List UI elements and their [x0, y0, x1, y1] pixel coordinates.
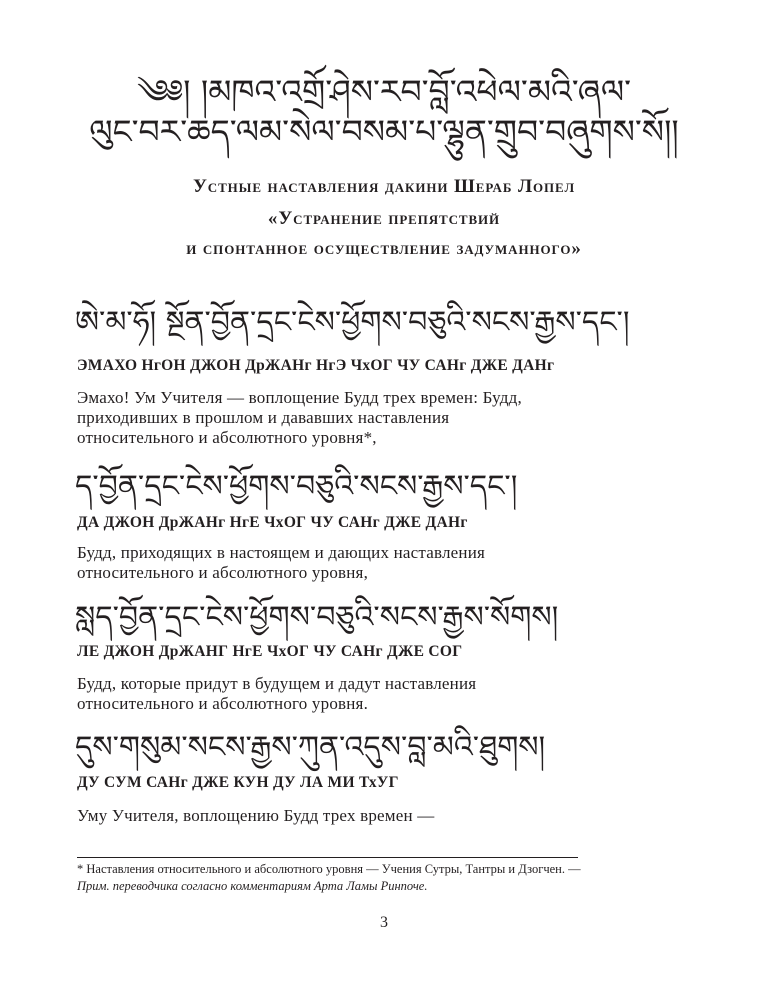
verse-2-translation-line: Будд, приходящих в настоящем и дающих наставления	[77, 543, 486, 562]
tibetan-title-line-1: ༄༅། །མཁའ་འགྲོ་ཤེས་རབ་བློ་འཕེལ་མའི་ཞལ་	[136, 72, 632, 111]
verse-2-translation	[77, 543, 637, 583]
verse-1-translation-line: Эмахо! Ум Учителя — воплощение Будд трех времен: Будд,	[77, 388, 522, 407]
russian-title-line-1: Устные наставления дакини Шераб Лопел	[192, 176, 576, 197]
verse-1-translation-line: относительного и абсолютного уровня*,	[77, 428, 377, 447]
verse-1-translation	[77, 388, 637, 448]
verse-3-translation-line: относительного и абсолютного уровня.	[77, 694, 369, 713]
footnote-line-2: Прим. переводчика согласно комментариям Арта Ламы Ринпоче.	[77, 879, 428, 893]
verse-1-transliteration: ЭМАХО НгОН ДЖОН ДрЖАНг НгЭ ЧхОГ ЧУ САНг ДЖЕ ДАНг	[77, 357, 555, 374]
verse-3-transliteration: ЛЕ ДЖОН ДрЖАНГ НгЕ ЧхОГ ЧУ САНг ДЖЕ СОГ	[77, 643, 463, 660]
verse-2-tibetan: ད་བྱོན་དྲང་ངེས་ཕྱོགས་བཅུའི་སངས་རྒྱས་དང་།	[75, 469, 518, 504]
russian-title-line-3: и спонтанное осуществление задуманного»	[186, 238, 582, 259]
russian-title-line-2: «Устранение препятствий	[267, 208, 501, 229]
verse-1-translation-line: приходивших в прошлом и дававших наставления	[77, 408, 450, 427]
verse-3-tibetan: སླད་བྱོན་དྲང་ངེས་ཕྱོགས་བཅུའི་སངས་རྒྱས་སོགས།	[75, 600, 559, 635]
verse-4-transliteration: ДУ СУМ САНг ДЖЕ КУН ДУ ЛА МИ ТхУГ	[77, 774, 399, 791]
verse-1-tibetan: ཨེ་མ་ཧོ། སྔོན་བྱོན་དྲང་ངེས་ཕྱོགས་བཅུའི་སངས་རྒྱས་དང་།	[75, 305, 630, 340]
verse-3-translation	[77, 674, 637, 714]
verse-4-translation-line: Уму Учителя, воплощению Будд трех времен —	[77, 806, 435, 825]
verse-3-translation-line: Будд, которые придут в будущем и дадут наставления	[77, 674, 477, 693]
verse-2-transliteration: ДА ДЖОН ДрЖАНг НгЕ ЧхОГ ЧУ САНг ДЖЕ ДАНг	[77, 514, 468, 531]
footnote-line-1: * Наставления относительного и абсолютного уровня — Учения Сутры, Тантры и Дзогчен. —	[77, 862, 581, 876]
footnote	[77, 861, 717, 895]
verse-4-translation	[77, 806, 637, 826]
verse-4-tibetan: དུས་གསུམ་སངས་རྒྱས་ཀུན་འདུས་བླ་མའི་ཐུགས།	[75, 730, 546, 765]
footnote-divider	[77, 857, 578, 858]
tibetan-title-line-2: ལུང་བར་ཆད་ལམ་སེལ་བསམ་པ་ལྷུན་གྲུབ་བཞུགས་སོ།།	[89, 112, 679, 151]
page-number: 3	[380, 914, 388, 931]
verse-2-translation-line: относительного и абсолютного уровня,	[77, 563, 369, 582]
